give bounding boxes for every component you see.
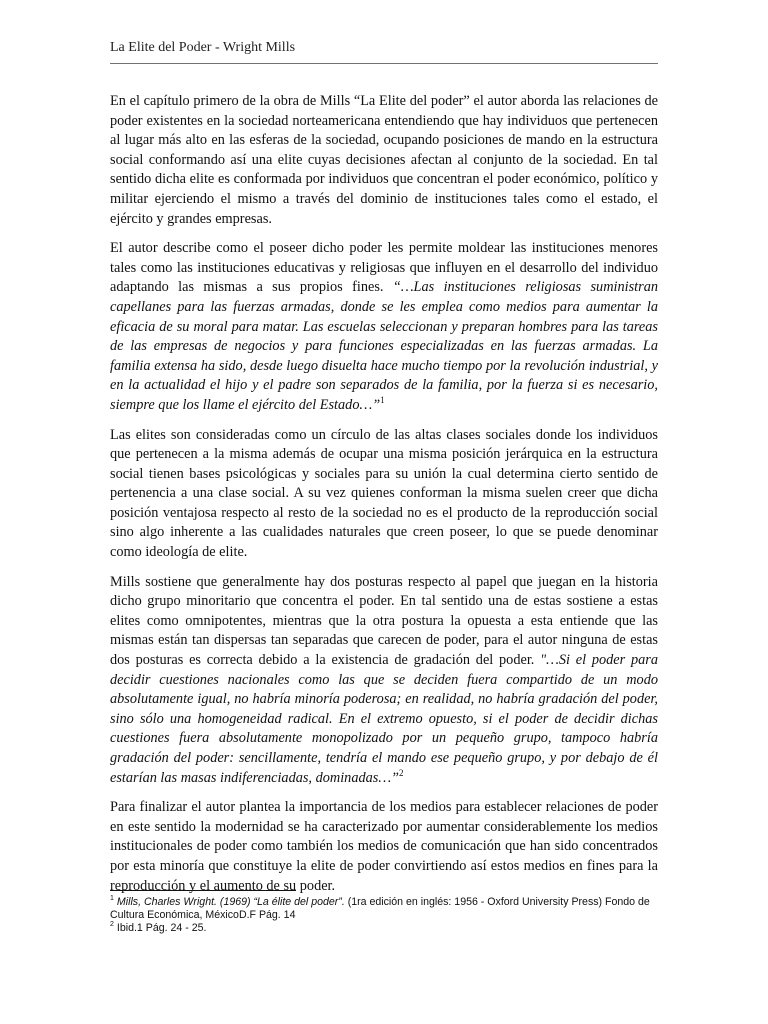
footnote-citation: Mills, Charles Wright. (1969) “La élite del poder”. <box>116 896 345 908</box>
footnote-number: 1 <box>110 895 114 903</box>
footnote-2 <box>110 922 658 935</box>
footnote-text: Ibid.1 Pág. 24 - 25. <box>116 922 207 934</box>
paragraph-2 <box>110 239 658 415</box>
paragraph-4-text: Mills sostiene que generalmente hay dos posturas respecto al papel que juegan en la historia dicho grupo minoritario que concentra el poder. En tal sentido una de estas sostiene a estas elites como omnipotentes, mientras que la otra postura la opuesta a esta entiende que las mismas están tan dispersas tan separadas que carecen de poder, para el autor ninguna de estas dos posturas es correcta debido a la existencia de gradación del poder. <box>110 573 658 669</box>
footnotes <box>110 896 658 935</box>
footnote-ref-2[interactable]: 2 <box>399 767 404 778</box>
paragraph-4 <box>110 573 658 789</box>
paragraph-1: En el capítulo primero de la obra de Mills “La Elite del poder” el autor aborda las relaciones de poder existentes en la sociedad norteamericana entendiendo que hay individuos que pertenecen al lugar más alto en las esferas de la sociedad, ocupando posiciones de mando en la estructura social conformando así una elite cuyas decisiones afectan al conjunto de la sociedad. En tal sentido dicha elite es conformada por individuos que concentran el poder económico, político y militar ejerciendo el mismo a través del dominio de instituciones tales como el estado, el ejército y grandes empresas. <box>110 93 658 227</box>
footnote-ref-1[interactable]: 1 <box>380 395 385 406</box>
page-header: La Elite del Poder - Wright Mills <box>110 40 296 55</box>
footnote-separator <box>110 890 296 891</box>
footnote-text: (1ra edición en inglés: 1956 - Oxford University Press) Fondo de Cultura Económica, MéxicoD.F Pág. 14 <box>110 896 650 921</box>
paragraph-2-text: El autor describe como el poseer dicho poder les permite moldear las instituciones menores tales como las instituciones educativas y religiosas que influyen en el desarrollo del individuo adaptando las mismas a sus propios fines. <box>110 240 658 296</box>
footnote-number: 2 <box>110 921 114 929</box>
footnote-1 <box>110 896 658 922</box>
paragraph-2-quote: “…Las instituciones religiosas suministran capellanes para las fuerzas armadas, donde se les emplea como medios para aumentar la eficacia de su moral para matar. Las escuelas seleccionan y preparan hombres para las tareas de las empresas de negocios y para funciones especializadas en las fuerzas armadas. La familia extensa ha sido, desde luego disuelta hace mucho tiempo por la revolución industrial, y en la actualidad el hijo y el padre son separados de la familia, por la fuerza si es necesario, siempre que los llame el ejército del Estado…” <box>110 279 659 413</box>
paragraph-4-quote: "…Si el poder para decidir cuestiones nacionales como las que se deciden fuera compartido de un modo absolutamente igual, no habría minoría poderosa; en realidad, no habría gradación del poder, sino sólo una homogeneidad radical. En el extremo opuesto, si el poder de decidir dichas cuestiones fuera absolutamente monopolizado por un pequeño grupo, tampoco habría gradación del poder: sencillamente, tendría el mando ese pequeño grupo, y por debajo de él estarían las masas indiferenciadas, dominadas…” <box>110 652 659 786</box>
document-body <box>110 92 658 906</box>
header-rule <box>110 63 658 64</box>
paragraph-3: Las elites son consideradas como un círculo de las altas clases sociales donde los individuos que pertenecen a la misma además de ocupar una misma posición jerárquica en la estructura social tienen bases psicológicas y sociales para su unión la cual determina cierto sentido de pertenencia a una clase social. A su vez quienes conforman la misma suelen creer que dicha posición ventajosa respecto al resto de la sociedad no es el producto de la reproducción social sino algo inherente a las cualidades naturales que creen poseer, lo que se puede denominar como ideología de elite. <box>110 426 658 561</box>
paragraph-5: Para finalizar el autor plantea la importancia de los medios para establecer relaciones de poder en este sentido la modernidad se ha caracterizado por aumentar considerablemente los medios institucionales de poder como también los medios de comunicación que han sido concentrados por esta minoría que constituye la elite de poder convirtiendo así estos medios en fines para la reproducción y el aumento de su poder. <box>110 799 658 894</box>
